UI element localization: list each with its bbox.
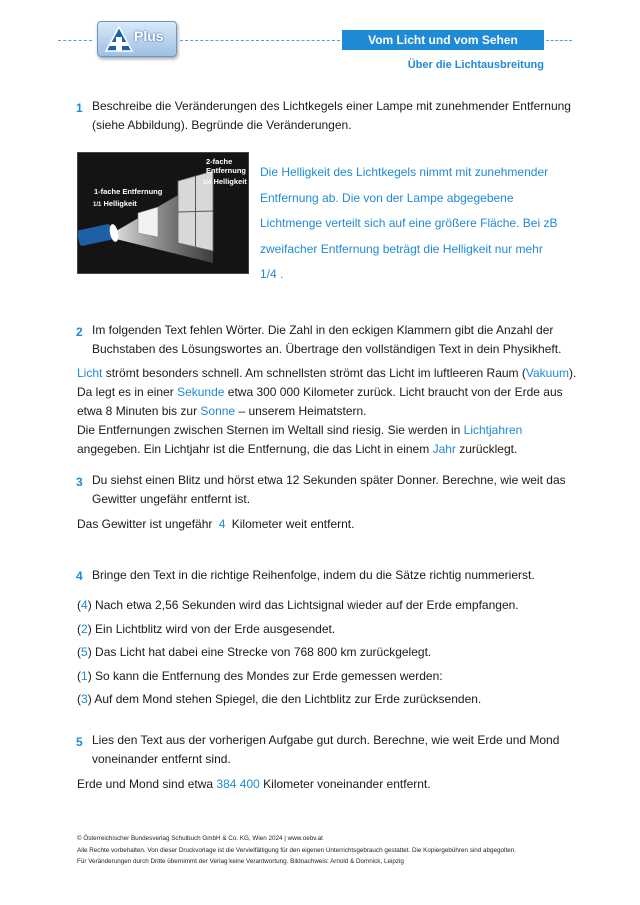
task-5-answer: Erde und Mond sind etwa 384 400 Kilometer voneinander entfernt. [77,777,431,791]
task-3-question: Du siehst einen Blitz und hörst etwa 12 Sekunden später Donner. Berechne, wie weit das Gewitter ungefähr entfernt ist. [92,473,566,506]
list-item: (3) Auf dem Mond stehen Spiegel, die den Lichtblitz zur Erde zurücksenden. [77,692,482,706]
light-cone-figure [77,152,249,274]
task-1-answer: Die Helligkeit des Lichtkegels nimmt mit zunehmender Entfernung ab. Die von der Lampe abgegebene Lichtmenge verteilt sich auf eine größere Fläche. Bei zB zweifacher Entfernung beträgt die Helligkeit nur mehr 1/4 . [260,165,558,281]
task-5-number: 5 [76,735,83,749]
far-brightness-fraction: 1/4 [203,180,212,186]
chapter-title: Vom Licht und vom Sehen [342,30,544,50]
header-dashed-line-right [546,40,572,41]
list-item: (5) Das Licht hat dabei eine Strecke von 768 800 km zurückgelegt. [77,645,432,659]
task-3-answer-value: 4 [218,517,226,531]
list-item: (2) Ein Lichtblitz wird von der Erde ausgesendet. [77,621,336,636]
far-brightness-label: 1/4 Helligkeit [203,177,247,186]
order-number: 5 [81,645,88,659]
task-5-question: Lies den Text aus der vorherigen Aufgabe gut durch. Berechne, wie weit Erde und Mond voneinander entfernt sind. [92,733,560,766]
far-distance-label-2: Entfernung [206,166,246,175]
task-2-filled-text: Licht strömt besonders schnell. Am schnellsten strömt das Licht im luftleeren Raum (Vakuum). Da legt es in einer Sekunde etwa 300 000 Kilometer zurück. Licht braucht von der Erde aus etwa 8 Minuten bis zur Sonne – unserem Heimatstern. Die Entfernungen zwischen Sternen im Weltall sind riesig. Sie werden in Lichtjahren angegeben. Ein Lichtjahr ist die Entfernung, die das Licht in einem Jahr zurücklegt. [77,366,577,456]
answer-word-sekunde: Sekunde [177,385,225,399]
list-item: (4) Nach etwa 2,56 Sekunden wird das Lichtsignal wieder auf der Erde empfangen. [77,598,519,612]
near-distance-label: 1-fache Entfernung [94,187,163,196]
order-number: 2 [81,621,88,636]
task-4-sentence-list [77,596,577,714]
answer-word-licht: Licht [77,366,103,380]
triangle-logo-icon [104,25,134,53]
footer-copyright: © Österreichischer Bundesverlag Schulbuch GmbH & Co. KG, Wien 2024 | www.oebv.at [77,835,323,842]
order-number: 4 [81,598,88,612]
footer-credits: Für Veränderungen durch Dritte übernimmt der Verlag keine Verantwortung. Bildnachweis: Arnold & Domnick, Leipzig [77,858,404,865]
task-4-question: Bringe den Text in die richtige Reihenfolge, indem du die Sätze richtig nummerierst. [92,568,535,582]
near-brightness-label: 1/1 Helligkeit [93,199,137,208]
task-2-number: 2 [76,325,83,339]
task-2-question: Im folgenden Text fehlen Wörter. Die Zahl in den eckigen Klammern gibt die Anzahl der Buchstaben des Lösungswortes an. Übertrage den vollständigen Text in dein Physikheft. [92,323,562,356]
task-3-number: 3 [76,475,83,489]
task-3-answer: Das Gewitter ist ungefähr 4 Kilometer weit entfernt. [77,517,355,531]
plus-logo [97,21,177,57]
task-1-number: 1 [76,101,83,115]
order-number: 1 [81,668,88,683]
footer [77,833,577,868]
task-5-answer-value: 384 400 [216,777,260,791]
logo-text: Plus [134,28,164,44]
answer-word-sonne: Sonne [200,404,236,418]
order-number: 3 [81,692,88,706]
header-dashed-line-middle [180,40,340,41]
section-subtitle: Über die Lichtausbreitung [407,59,544,71]
list-item: (1) So kann die Entfernung des Mondes zur Erde gemessen werden: [77,668,443,683]
near-brightness-fraction: 1/1 [93,202,102,208]
header-dashed-line-left [58,40,92,41]
answer-word-jahr: Jahr [432,442,456,456]
task-4-number: 4 [76,569,83,583]
far-distance-label-1: 2-fache [206,157,233,166]
answer-word-vakuum: Vakuum [525,366,570,380]
answer-word-lichtjahren: Lichtjahren [463,423,523,437]
task-1-question: Beschreibe die Veränderungen des Lichtkegels einer Lampe mit zunehmender Entfernung (siehe Abbildung). Begründe die Veränderungen. [92,99,571,132]
footer-rights: Alle Rechte vorbehalten. Von dieser Druckvorlage ist die Vervielfältigung für den eigenen Unterrichtsgebrauch gestattet. Die Kopiergebühren sind abgegolten. [77,846,516,854]
